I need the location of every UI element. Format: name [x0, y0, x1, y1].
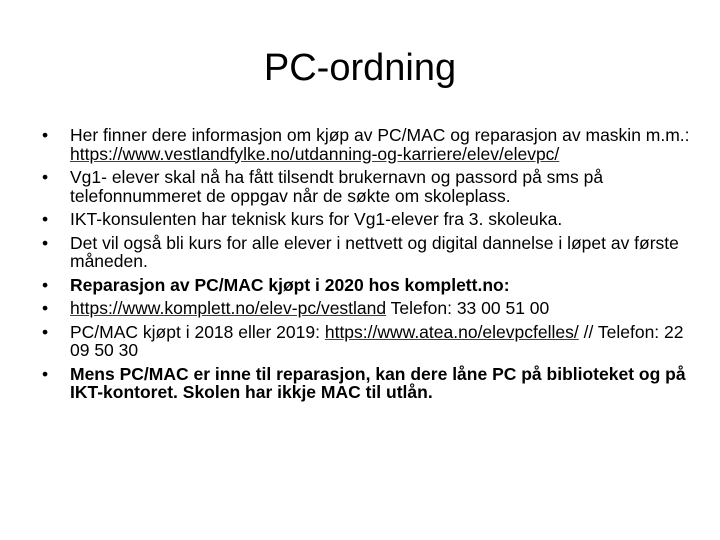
bullet-item — [42, 299, 696, 318]
bullet-text: IKT-konsulenten har teknisk kurs for Vg1-elever fra 3. skoleuka. — [70, 209, 563, 229]
bullet-text: Det vil også bli kurs for alle elever i nettvett og digital dannelse i løpet av første måneden. — [70, 232, 679, 271]
bullet-icon: • — [42, 298, 49, 318]
bullet-text: Reparasjon av PC/MAC kjøpt i 2020 hos komplett.no: — [70, 274, 510, 295]
bullet-icon: • — [42, 167, 49, 187]
bullet-item — [42, 365, 696, 402]
komplett-link[interactable]: https://www.komplett.no/elev-pc/vestland — [70, 298, 387, 318]
bullet-text: // Telefon: 22 09 50 30 — [70, 321, 684, 360]
bullet-icon: • — [42, 125, 49, 145]
bullet-item — [42, 276, 696, 295]
bullet-item — [42, 323, 696, 360]
slide-title: PC-ordning — [263, 47, 457, 89]
bullet-icon: • — [42, 232, 49, 253]
bullet-text: Vg1- elever skal nå ha fått tilsendt brukernavn og passord på sms på telefonnummeret de oppgav når de søkte om skoleplass. — [70, 167, 604, 206]
bullet-icon: • — [42, 209, 49, 229]
bullet-icon: • — [42, 321, 49, 342]
atea-link[interactable]: https://www.atea.no/elevpcfelles/ — [324, 321, 579, 342]
vestlandfylke-link[interactable]: https://www.vestlandfylke.no/utdanning-og-karriere/elev/elevpc/ — [70, 143, 560, 164]
bullet-text: Telefon: 33 00 51 00 — [386, 298, 550, 318]
bullet-text: PC/MAC kjøpt i 2018 eller 2019: — [70, 321, 325, 342]
bullet-item — [42, 126, 696, 163]
bullet-item — [42, 168, 696, 205]
bullet-text: Mens PC/MAC er inne til reparasjon, kan dere låne PC på biblioteket og på IKT-kontoret. Skolen har ikkje MAC til utlån. — [70, 363, 686, 402]
bullet-icon: • — [42, 363, 49, 384]
bullet-list — [42, 126, 696, 407]
bullet-text: Her finner dere informasjon om kjøp av PC/MAC og reparasjon av maskin m.m.: — [70, 125, 690, 145]
bullet-icon: • — [42, 274, 49, 295]
bullet-item — [42, 234, 696, 271]
bullet-item — [42, 210, 696, 229]
